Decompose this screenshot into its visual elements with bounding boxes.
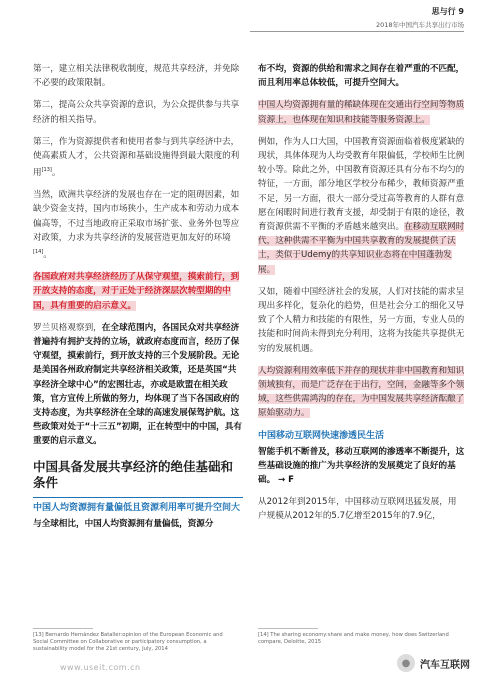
header-rule xyxy=(250,31,464,32)
paragraph: 又如，随着中国经济社会的发展，人们对技能的需求呈现出多样化，复杂化的趋势，但是社会分工的细化又导致了个人精力和技能的有限性，另一方面，专业人员的技能和时间尚未得到充分利用，这将为技能共享提供无穷的发展机遇。 xyxy=(258,286,465,354)
paragraph: 例如，作为人口大国，中国教育资源面临着极度紧缺的现状，具体体现为人均受教育年限偏低，学校师生比例较小等。除此之外，中国教育资源还具有分布不均匀的特征，一方面，部分地区学校分布稀少，教师资源严重不足，另一方面，很大一部分受过高等教育的人群有意愿在闲暇时间进行教育支援，却受制于有限的途径，教育资源供需不平衡的矛盾越来越突出。在移动互联网时代，这种供需不平衡为中国共享教育的发展提供了沃土，类似于Udemy的共享知识业态将在中国蓬勃发展。 xyxy=(258,136,465,275)
paragraph: 从2012年到2015年，中国移动互联网迅猛发展，用户规模从2012年的5.7亿增至2015年的7.9亿， xyxy=(258,497,457,522)
footnote-ref: [13] xyxy=(41,167,52,174)
arrow-icon: → F xyxy=(277,475,295,486)
wechat-icon: ● xyxy=(397,654,415,672)
paragraph: 第三，作为资源提供者和使用者参与到共享经济中去，使高素质人才，公共资源和基础设施得到最大限度的利用[13]。 xyxy=(33,136,240,179)
paragraph: 中国人均资源拥有量的稀缺体现在交通出行空间等物质资源上，也体现在知识和技能等服务资源上。 xyxy=(258,100,465,125)
paragraph: 当然，欧洲共享经济的发展也存在一定的阻碍因素，如缺少资金支持，国内市场狭小，生产成本和劳动力成本偏高等，不过当地政府正采取市场扩张、业务外包等应对政策，力求为共享经济的发展营造更加友好的环境[14]。 xyxy=(33,190,240,260)
page-header-title: 思与行 9 xyxy=(431,7,464,16)
footnote-rule xyxy=(33,628,93,629)
left-column xyxy=(33,62,243,539)
paragraph: 布不均，资源的供给和需求之间存在着严重的不匹配，而且利用率总体较低，可提升空间大。 xyxy=(258,64,465,89)
section-heading: 中国具备发展共享经济的绝佳基础和条件 xyxy=(33,458,234,490)
paragraph: 人均资源利用效率低下并存的现状并非中国教育和知识领域独有，而是广泛存在于出行，空间，金融等多个领域，这些供需鸿沟的存在，为中国发展共享经济酝酿了原始驱动力。 xyxy=(258,365,465,419)
paragraph: 第二，提高公众共享资源的意识，为公众提供参与共享经济的相关指导。 xyxy=(33,100,240,125)
sub-heading: 中国人均资源拥有量偏低且资源利用率可提升空间大 xyxy=(33,497,243,515)
sub-heading: 中国移动互联网快速渗透民生活 xyxy=(258,430,385,441)
site-watermark: www.useit.com.cn xyxy=(60,663,141,672)
footnote: [13] Bernardo Hernández Bataller:opinion of the European Economic and Social Committee on Collaborative or participatory consumption, a sustainability model for the 21st century, July, 2014 xyxy=(33,632,223,652)
footnote-rule xyxy=(258,628,318,629)
footnote: [14] The sharing economy:share and make money, how does Switzerland compare, Deloitte, 2015 xyxy=(258,632,449,645)
paragraph: 罗兰贝格观察到，在全球范围内，各国民众对共享经济普遍持有拥护支持的立场，就政府态度而言，经历了保守观望，摸索前行，到开放支持的三个发展阶段。无论是美国各州政府制定共享经济相关政策，还是英国“共享经济全球中心”的宏图壮志，亦或是欧盟在相关政策，官方宣传上所做的努力，均体现了当下各国政府的支持态度，为共享经济在全球的高速发展保驾护航。这些政策对处于“十三五”初期，正在转型中的中国，具有重要的启示意义。 xyxy=(33,322,242,447)
paragraph: 第一，建立相关法律税收制度，规范共享经济，并免除不必要的政策限制。 xyxy=(33,64,240,89)
footnote-ref: [14] xyxy=(33,249,44,256)
paragraph: 与全球相比，中国人均资源拥有量偏低，资源分 xyxy=(33,518,214,529)
brand-watermark xyxy=(397,654,470,672)
right-column xyxy=(258,62,465,532)
brand-name: 汽车互联网 xyxy=(420,659,470,671)
highlight-paragraph: 各国政府对共享经济经历了从保守观望，摸索前行，到开放支持的态度，对于正处于经济深层次转型期的中国，具有重要的启示意义。 xyxy=(33,272,240,311)
page-header-subtitle: 2018年中国汽车共享出行市场 xyxy=(375,21,464,29)
paragraph: 智能手机不断普及，移动互联网的渗透率不断提升，这些基础设施的推广为共享经济的发展奠定了良好的基础。 → F xyxy=(258,446,465,486)
